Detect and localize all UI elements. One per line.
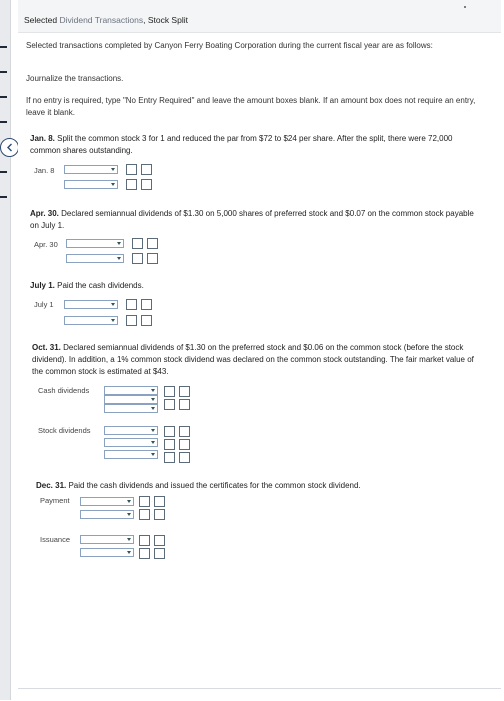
caret-down-icon: [127, 513, 131, 516]
debit-input[interactable]: [126, 179, 137, 190]
entry-text: Paid the cash dividends.: [54, 281, 144, 290]
title-rest: , Stock Split: [143, 15, 188, 25]
left-rail: [0, 0, 11, 700]
credit-input[interactable]: [154, 509, 165, 520]
caret-down-icon: [127, 551, 131, 554]
entry-apr30-description: [30, 208, 480, 232]
entry-date: Dec. 31.: [36, 481, 67, 490]
credit-input[interactable]: [147, 253, 158, 264]
account-select[interactable]: [66, 254, 124, 263]
instruction-text: Journalize the transactions.: [26, 74, 124, 83]
account-select[interactable]: [80, 548, 134, 557]
debit-input[interactable]: [164, 452, 175, 463]
rail-marker: [0, 71, 7, 73]
rail-marker: [0, 96, 7, 98]
debit-input[interactable]: [139, 496, 150, 507]
rail-marker: [0, 171, 7, 173]
row-label: Cash dividends: [38, 386, 90, 395]
rail-marker: [0, 121, 7, 123]
row-label: Apr. 30: [34, 240, 58, 249]
credit-input[interactable]: [141, 164, 152, 175]
caret-down-icon: [111, 303, 115, 306]
debit-input[interactable]: [139, 509, 150, 520]
question-page: [18, 0, 501, 700]
row-label: July 1: [34, 300, 54, 309]
credit-input[interactable]: [179, 439, 190, 450]
entry-jul1-description: [30, 280, 480, 292]
entry-date: Oct. 31.: [32, 343, 61, 352]
credit-input[interactable]: [154, 548, 165, 559]
entry-dec31-description: [36, 480, 476, 492]
account-select[interactable]: [104, 386, 158, 395]
row-label: Stock dividends: [38, 426, 91, 435]
account-select[interactable]: [104, 395, 158, 404]
account-select[interactable]: [104, 404, 158, 413]
debit-input[interactable]: [132, 253, 143, 264]
instruction-note: If no entry is required, type "No Entry Required" and leave the amount boxes blank. If an amount box does not require an entry, leave it blank.: [26, 96, 476, 117]
credit-input[interactable]: [179, 386, 190, 397]
entry-text: Declared semiannual dividends of $1.30 on 5,000 shares of preferred stock and $0.07 on the common stock payable on July 1.: [30, 209, 474, 230]
rail-marker: [0, 196, 7, 198]
debit-input[interactable]: [164, 386, 175, 397]
caret-down-icon: [151, 429, 155, 432]
account-select[interactable]: [64, 165, 118, 174]
entry-text: Paid the cash dividends and issued the certificates for the common stock dividend.: [66, 481, 361, 490]
caret-down-icon: [151, 407, 155, 410]
credit-input[interactable]: [179, 399, 190, 410]
credit-input[interactable]: [147, 238, 158, 249]
credit-input[interactable]: [141, 179, 152, 190]
caret-down-icon: [127, 500, 131, 503]
row-label: Jan. 8: [34, 166, 55, 175]
credit-input[interactable]: [179, 452, 190, 463]
chevron-left-icon: [6, 143, 14, 152]
account-select[interactable]: [104, 438, 158, 447]
debit-input[interactable]: [126, 299, 137, 310]
credit-input[interactable]: [154, 496, 165, 507]
debit-input[interactable]: [126, 315, 137, 326]
entry-date: Apr. 30.: [30, 209, 59, 218]
debit-input[interactable]: [164, 426, 175, 437]
caret-down-icon: [151, 398, 155, 401]
caret-down-icon: [151, 453, 155, 456]
credit-input[interactable]: [141, 315, 152, 326]
title-muted: Dividend Transactions: [59, 15, 144, 25]
account-select[interactable]: [80, 535, 134, 544]
row-label: Issuance: [40, 535, 71, 544]
header-strip: [18, 0, 501, 32]
caret-down-icon: [117, 257, 121, 260]
credit-input[interactable]: [141, 299, 152, 310]
credit-input[interactable]: [154, 535, 165, 546]
entry-text: Split the common stock 3 for 1 and reduced the par from $72 to $24 per share. After the split, there were 72,000 common shares outstanding.: [30, 134, 453, 155]
entry-text: Declared semiannual dividends of $1.30 on the preferred stock and $0.06 on the common stock (before the stock dividend). In addition, a 1% common stock dividend was declared on the common stock outstanding. The fair market value of the common stock is estimated at $43.: [32, 343, 474, 376]
entry-date: July 1.: [30, 281, 55, 290]
caret-down-icon: [111, 168, 115, 171]
caret-down-icon: [151, 441, 155, 444]
account-select[interactable]: [80, 510, 134, 519]
entry-oct31-description: [32, 342, 480, 378]
account-select[interactable]: [64, 300, 118, 309]
debit-input[interactable]: [132, 238, 143, 249]
debit-input[interactable]: [139, 535, 150, 546]
account-select[interactable]: [104, 426, 158, 435]
caret-down-icon: [127, 538, 131, 541]
caret-down-icon: [151, 389, 155, 392]
entry-date: Jan. 8.: [30, 134, 55, 143]
account-select[interactable]: [66, 239, 124, 248]
account-select[interactable]: [104, 450, 158, 459]
page-title: [24, 15, 188, 25]
account-select[interactable]: [64, 316, 118, 325]
caret-down-icon: [117, 242, 121, 245]
decorative-dot: [464, 6, 466, 8]
row-label: Payment: [40, 496, 70, 505]
caret-down-icon: [111, 183, 115, 186]
debit-input[interactable]: [126, 164, 137, 175]
entry-jan8-description: [30, 133, 480, 157]
rail-marker: [0, 46, 7, 48]
account-select[interactable]: [80, 497, 134, 506]
title-main: Selected: [24, 15, 60, 25]
intro-text: Selected transactions completed by Canyon Ferry Boating Corporation during the current fiscal year are as follows:: [26, 41, 433, 50]
divider: [18, 688, 501, 689]
credit-input[interactable]: [179, 426, 190, 437]
debit-input[interactable]: [139, 548, 150, 559]
debit-input[interactable]: [164, 439, 175, 450]
caret-down-icon: [111, 319, 115, 322]
debit-input[interactable]: [164, 399, 175, 410]
back-button[interactable]: [0, 138, 19, 157]
account-select[interactable]: [64, 180, 118, 189]
